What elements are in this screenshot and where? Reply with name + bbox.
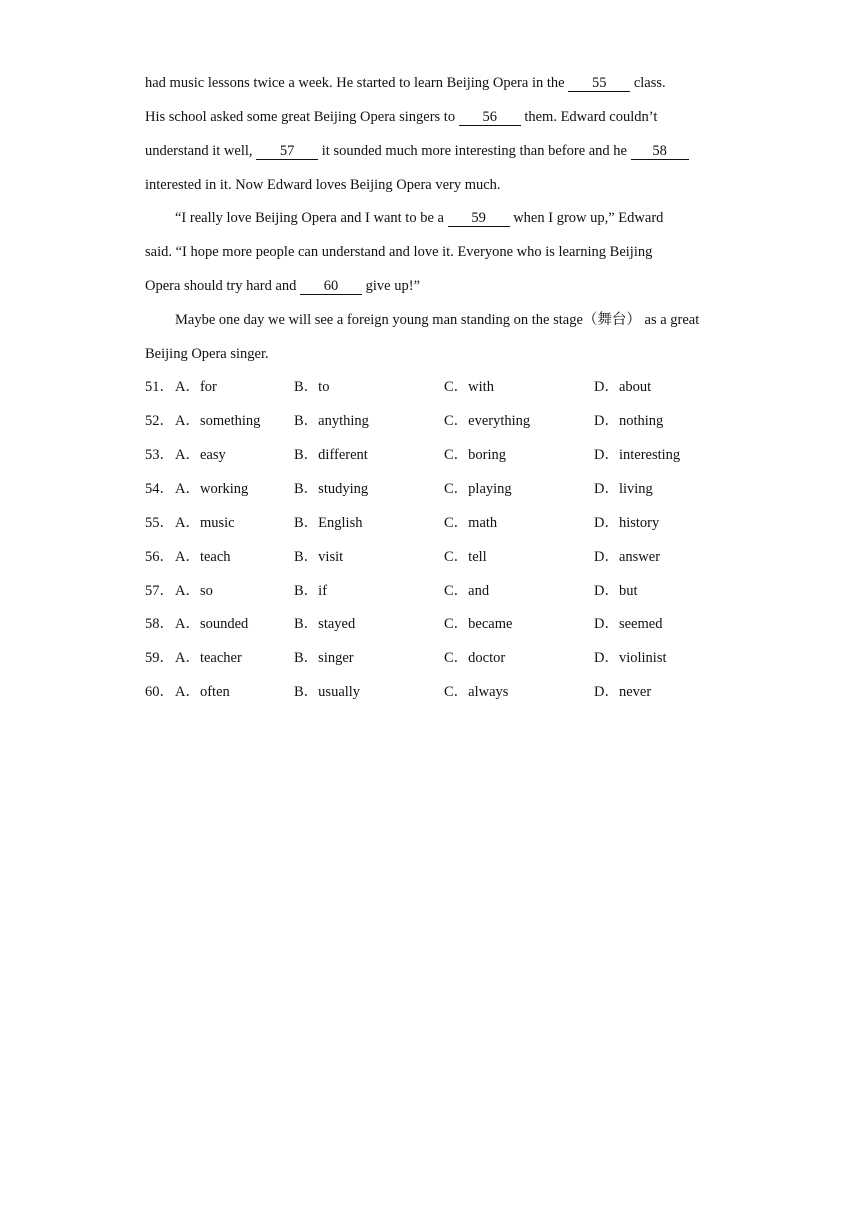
passage-text: when I grow up,” Edward: [509, 210, 664, 226]
option-d: D．about: [594, 379, 652, 395]
question-row: [145, 582, 745, 600]
option-b: B．English: [294, 515, 363, 531]
blank-59: 59: [448, 211, 510, 227]
question-number: 52．: [145, 413, 174, 429]
option-a: A．easy: [175, 447, 226, 463]
option-c: C．playing: [444, 481, 512, 497]
blank-55: 55: [568, 76, 630, 92]
option-c: C．boring: [444, 447, 507, 463]
question-number: 55．: [145, 515, 174, 531]
question-row: [145, 649, 745, 667]
option-b: B．studying: [294, 481, 369, 497]
question-row: [145, 412, 745, 430]
option-c: C．and: [444, 583, 490, 599]
question-row: [145, 683, 745, 701]
passage-line: [145, 108, 657, 126]
option-a: A．so: [175, 583, 213, 599]
question-row: [145, 514, 745, 532]
option-d: D．never: [594, 684, 652, 700]
option-c: C．doctor: [444, 650, 506, 666]
option-c: C．tell: [444, 549, 487, 565]
option-b: B．usually: [294, 684, 361, 700]
option-c: C．became: [444, 616, 513, 632]
passage-line: Maybe one day we will see a foreign young man standing on the stage（舞台） as a great: [175, 312, 700, 328]
passage-text: had music lessons twice a week. He started to learn Beijing Opera in the: [145, 75, 569, 91]
option-a: A．often: [175, 684, 230, 700]
passage-line: [175, 209, 663, 227]
option-d: D．nothing: [594, 413, 664, 429]
option-d: D．living: [594, 481, 653, 497]
option-a: A．teach: [175, 549, 231, 565]
passage-line: interested in it. Now Edward loves Beijing Opera very much.: [145, 177, 501, 193]
passage-text: class.: [630, 75, 666, 91]
question-row: [145, 446, 745, 464]
question-number: 56．: [145, 549, 174, 565]
option-b: B．anything: [294, 413, 369, 429]
option-d: D．violinist: [594, 650, 667, 666]
passage-text: give up!”: [362, 278, 421, 294]
option-c: C．math: [444, 515, 498, 531]
option-c: C．with: [444, 379, 494, 395]
option-a: A．something: [175, 413, 261, 429]
passage-text: understand it well,: [145, 143, 257, 159]
question-number: 51．: [145, 379, 174, 395]
passage-line: [145, 74, 666, 92]
option-c: C．always: [444, 684, 509, 700]
blank-56: 56: [459, 110, 521, 126]
passage-text: “I really love Beijing Opera and I want to be a: [175, 210, 448, 226]
blank-58: 58: [631, 144, 689, 160]
option-d: D．answer: [594, 549, 661, 565]
option-b: B．if: [294, 583, 328, 599]
option-b: B．singer: [294, 650, 354, 666]
passage-line: said. “I hope more people can understand and love it. Everyone who is learning Beijing: [145, 244, 653, 260]
option-d: D．interesting: [594, 447, 681, 463]
question-number: 53．: [145, 447, 174, 463]
passage-line: [145, 142, 689, 160]
question-row: [145, 548, 745, 566]
option-d: D．seemed: [594, 616, 663, 632]
passage-line: Beijing Opera singer.: [145, 346, 269, 362]
blank-57: 57: [256, 144, 318, 160]
question-number: 58．: [145, 616, 174, 632]
option-a: A．for: [175, 379, 217, 395]
option-d: D．history: [594, 515, 660, 531]
option-b: B．different: [294, 447, 368, 463]
passage-text: Opera should try hard and: [145, 278, 301, 294]
option-a: A．sounded: [175, 616, 249, 632]
passage-text: it sounded much more interesting than before and he: [318, 143, 631, 159]
passage-text: His school asked some great Beijing Opera singers to: [145, 109, 459, 125]
option-a: A．music: [175, 515, 235, 531]
option-c: C．everything: [444, 413, 531, 429]
option-b: B．stayed: [294, 616, 356, 632]
blank-60: 60: [300, 279, 362, 295]
passage-text: them. Edward couldn’t: [520, 109, 658, 125]
question-number: 57．: [145, 583, 174, 599]
option-d: D．but: [594, 583, 638, 599]
question-number: 59．: [145, 650, 174, 666]
passage-line: [145, 277, 420, 295]
question-number: 54．: [145, 481, 174, 497]
question-row: [145, 615, 745, 633]
option-b: B．to: [294, 379, 330, 395]
option-b: B．visit: [294, 549, 344, 565]
question-row: [145, 378, 745, 396]
option-a: A．teacher: [175, 650, 242, 666]
option-a: A．working: [175, 481, 249, 497]
question-row: [145, 480, 745, 498]
question-number: 60．: [145, 684, 174, 700]
